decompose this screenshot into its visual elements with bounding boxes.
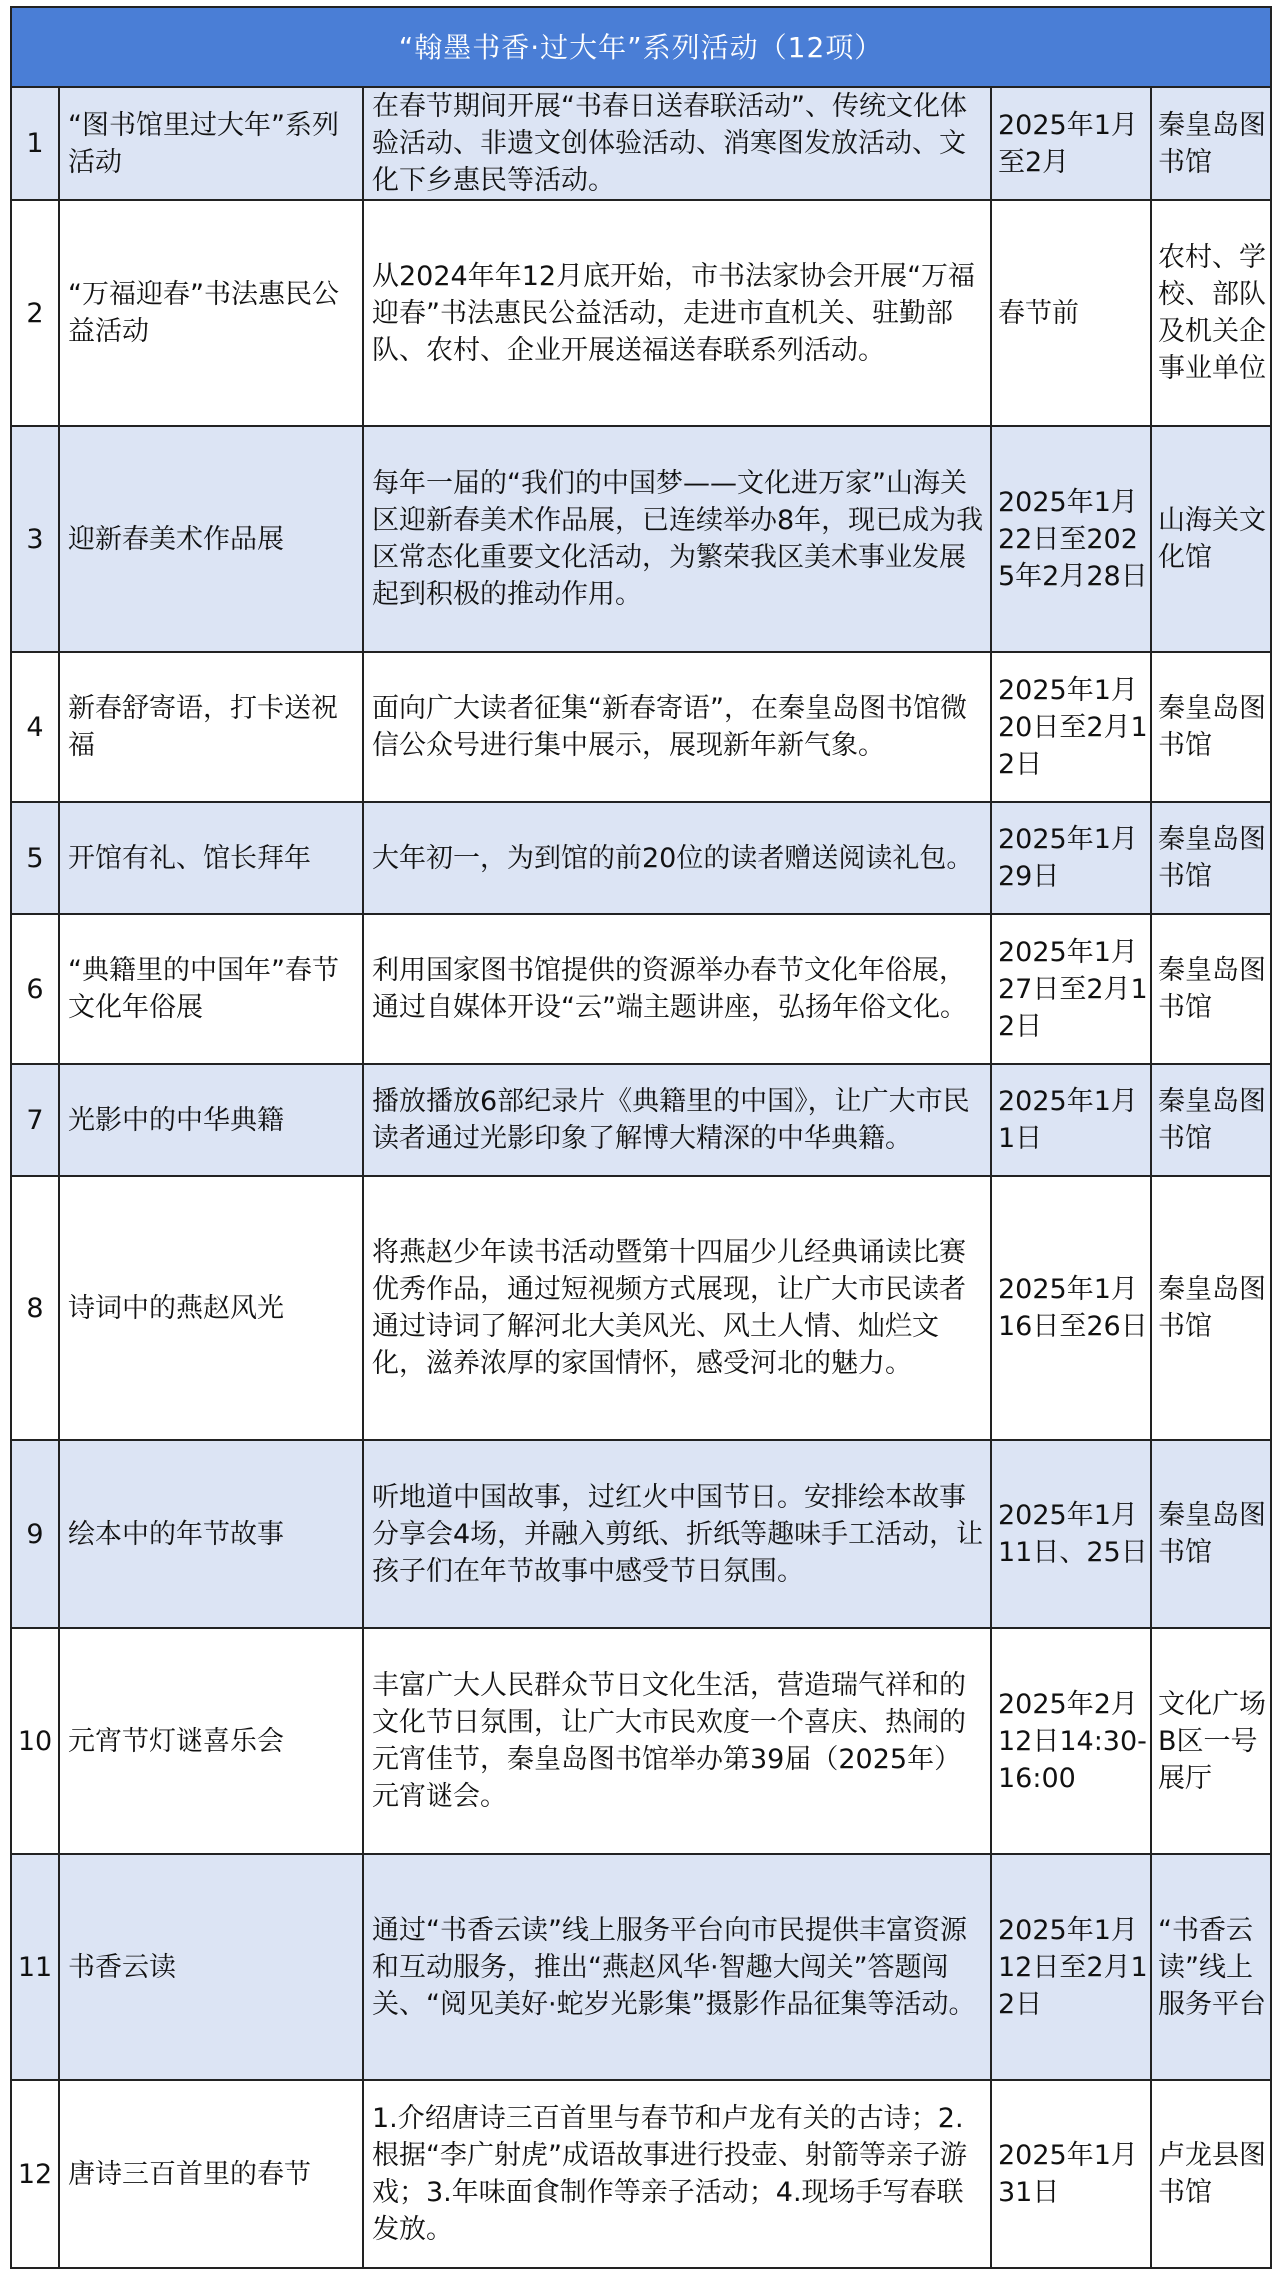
activity-description: 面向广大读者征集“新春寄语”，在秦皇岛图书馆微信公众号进行集中展示，展现新年新气象。 [363,652,991,802]
table-row [11,2080,1271,2268]
activity-place: 秦皇岛图书馆 [1151,802,1271,914]
table-row [11,87,1271,200]
row-number: 6 [11,914,59,1064]
table-row [11,1854,1271,2080]
row-number: 9 [11,1440,59,1628]
activity-description: 每年一届的“我们的中国梦——文化进万家”山海关区迎新春美术作品展，已连续举办8年，现已成为我区常态化重要文化活动，为繁荣我区美术事业发展起到积极的推动作用。 [363,426,991,652]
activity-name: “典籍里的中国年”春节文化年俗展 [59,914,363,1064]
table-row [11,802,1271,914]
row-number: 12 [11,2080,59,2268]
row-number: 1 [11,87,59,200]
activity-time: 2025年1月16日至26日 [991,1176,1151,1440]
row-number: 2 [11,200,59,426]
row-number: 11 [11,1854,59,2080]
title-row [11,7,1271,87]
activity-description: 通过“书香云读”线上服务平台向市民提供丰富资源和互动服务，推出“燕赵风华·智趣大闯关”答题闯关、“阅见美好·蛇岁光影集”摄影作品征集等活动。 [363,1854,991,2080]
activity-time: 2025年1月31日 [991,2080,1151,2268]
activity-place: 文化广场B区一号展厅 [1151,1628,1271,1854]
activity-table-body [11,7,1271,2268]
activity-table [10,6,1272,2269]
activity-description: 播放播放6部纪录片《典籍里的中国》，让广大市民读者通过光影印象了解博大精深的中华典籍。 [363,1064,991,1176]
table-row [11,1628,1271,1854]
activity-place: 秦皇岛图书馆 [1151,87,1271,200]
activity-time: 2025年1月11日、25日 [991,1440,1151,1628]
table-row [11,652,1271,802]
activity-time: 2025年1月1日 [991,1064,1151,1176]
activity-name: 新春舒寄语，打卡送祝福 [59,652,363,802]
row-number: 3 [11,426,59,652]
activity-sheet [10,6,1270,2269]
activity-name: 迎新春美术作品展 [59,426,363,652]
activity-description: 将燕赵少年读书活动暨第十四届少儿经典诵读比赛优秀作品，通过短视频方式展现，让广大市民读者通过诗词了解河北大美风光、风土人情、灿烂文化，滋养浓厚的家国情怀，感受河北的魅力。 [363,1176,991,1440]
row-number: 5 [11,802,59,914]
activity-time: 2025年1月27日至2月12日 [991,914,1151,1064]
activity-name: 绘本中的年节故事 [59,1440,363,1628]
activity-description: 丰富广大人民群众节日文化生活，营造瑞气祥和的文化节日氛围，让广大市民欢度一个喜庆、热闹的元宵佳节，秦皇岛图书馆举办第39届（2025年）元宵谜会。 [363,1628,991,1854]
activity-description: 在春节期间开展“书春日送春联活动”、传统文化体验活动、非遗文创体验活动、消寒图发放活动、文化下乡惠民等活动。 [363,87,991,200]
activity-place: “书香云读”线上服务平台 [1151,1854,1271,2080]
activity-name: 元宵节灯谜喜乐会 [59,1628,363,1854]
activity-name: 诗词中的燕赵风光 [59,1176,363,1440]
activity-name: “万福迎春”书法惠民公益活动 [59,200,363,426]
activity-description: 1.介绍唐诗三百首里与春节和卢龙有关的古诗；2.根据“李广射虎”成语故事进行投壶、射箭等亲子游戏；3.年味面食制作等亲子活动；4.现场手写春联发放。 [363,2080,991,2268]
activity-place: 秦皇岛图书馆 [1151,1440,1271,1628]
activity-place: 卢龙县图书馆 [1151,2080,1271,2268]
table-row [11,200,1271,426]
activity-description: 大年初一，为到馆的前20位的读者赠送阅读礼包。 [363,802,991,914]
activity-place: 秦皇岛图书馆 [1151,1176,1271,1440]
activity-place: 山海关文化馆 [1151,426,1271,652]
activity-place: 农村、学校、部队及机关企事业单位 [1151,200,1271,426]
activity-name: 书香云读 [59,1854,363,2080]
activity-place: 秦皇岛图书馆 [1151,652,1271,802]
activity-time: 2025年1月12日至2月12日 [991,1854,1151,2080]
activity-time: 2025年1月29日 [991,802,1151,914]
activity-name: “图书馆里过大年”系列活动 [59,87,363,200]
activity-description: 从2024年年12月底开始，市书法家协会开展“万福迎春”书法惠民公益活动，走进市直机关、驻勤部队、农村、企业开展送福送春联系列活动。 [363,200,991,426]
table-row [11,1064,1271,1176]
activity-name: 开馆有礼、馆长拜年 [59,802,363,914]
table-row [11,1440,1271,1628]
activity-place: 秦皇岛图书馆 [1151,1064,1271,1176]
activity-time: 2025年1月至2月 [991,87,1151,200]
activity-place: 秦皇岛图书馆 [1151,914,1271,1064]
activity-name: 光影中的中华典籍 [59,1064,363,1176]
table-title: “翰墨书香·过大年”系列活动（12项） [11,7,1271,87]
row-number: 4 [11,652,59,802]
table-row [11,1176,1271,1440]
activity-time: 春节前 [991,200,1151,426]
activity-description: 听地道中国故事，过红火中国节日。安排绘本故事分享会4场，并融入剪纸、折纸等趣味手工活动，让孩子们在年节故事中感受节日氛围。 [363,1440,991,1628]
table-row [11,914,1271,1064]
activity-time: 2025年2月12日14:30-16:00 [991,1628,1151,1854]
activity-description: 利用国家图书馆提供的资源举办春节文化年俗展，通过自媒体开设“云”端主题讲座，弘扬年俗文化。 [363,914,991,1064]
row-number: 7 [11,1064,59,1176]
row-number: 8 [11,1176,59,1440]
activity-time: 2025年1月22日至2025年2月28日 [991,426,1151,652]
activity-time: 2025年1月20日至2月12日 [991,652,1151,802]
table-row [11,426,1271,652]
row-number: 10 [11,1628,59,1854]
activity-name: 唐诗三百首里的春节 [59,2080,363,2268]
